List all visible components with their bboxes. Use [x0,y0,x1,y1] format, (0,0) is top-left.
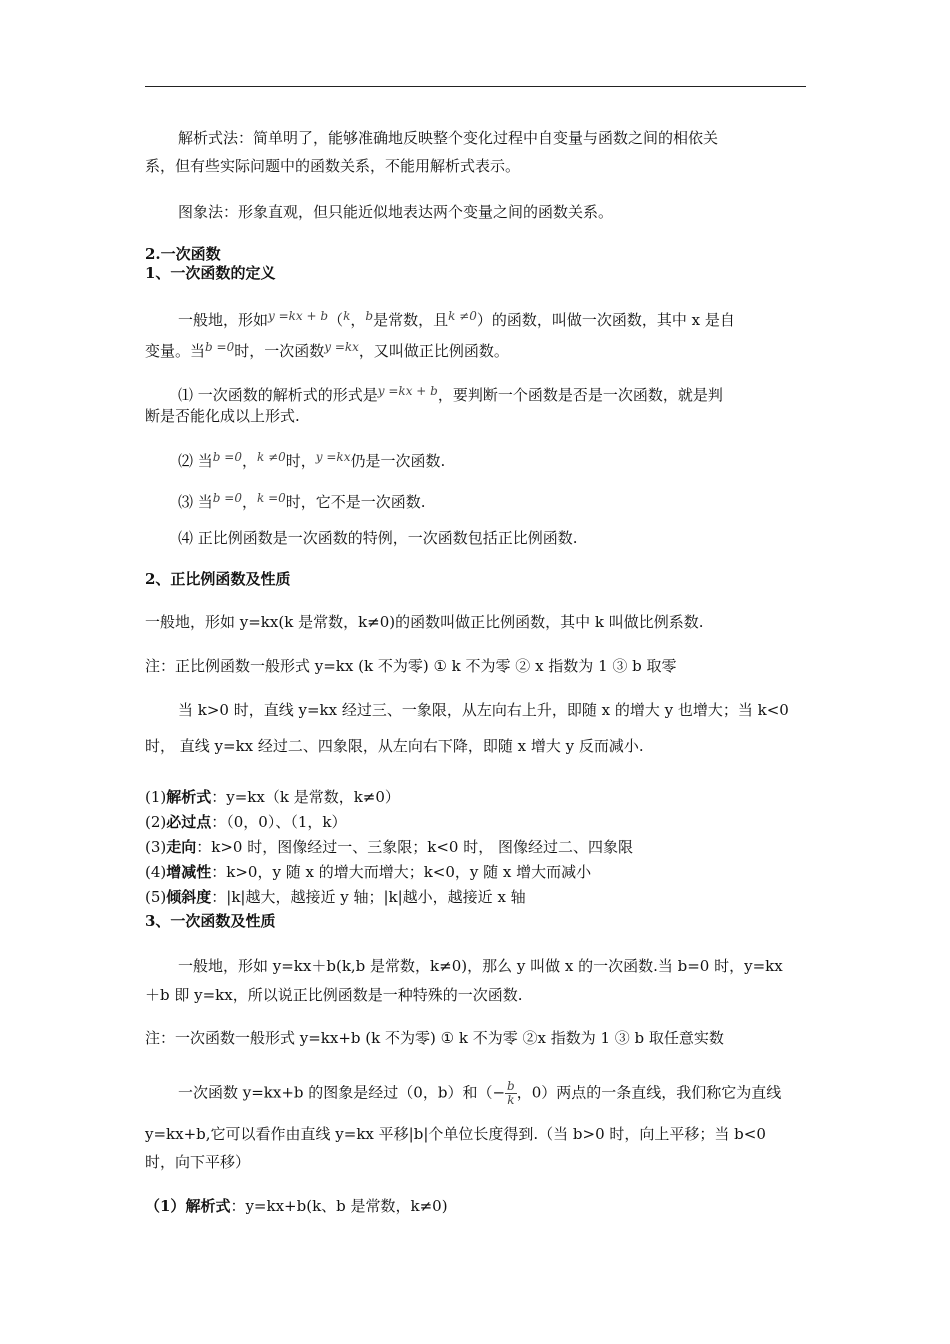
linear-graph-description: 一次函数 y=kx+b 的图象是经过（0，b）和（− $\frac{b}{k}$ ，0）两点的一条直线，我们称它为直线 [178,1079,782,1107]
header-rule [145,86,806,87]
linear-definition-cont: ＋b 即 y=kx，所以说正比例函数是一种特殊的一次函数. [145,986,523,1004]
subsection-heading-proportional: 2、正比例函数及性质 [145,570,291,588]
property-item: (2)必过点：（0，0）、（1，k） [145,813,347,831]
formula: b [365,309,374,323]
formula: b =0 [212,450,242,464]
formula: k =0 [256,491,286,505]
section-heading: 2.一次函数 [145,245,221,263]
paragraph-analytic-method: 解析式法：简单明了，能够准确地反映整个变化过程中自变量与函数之间的相依关 [178,129,719,147]
note-1: ⑴ 一次函数的解析式的形式是$^{y =kx + b}$，要判断一个函数是否是一次函数，就是判 [178,384,723,404]
proportional-description: 当 k>0 时，直线 y=kx 经过三、一象限，从左向右上升，即随 x 的增大 y 也增大；当 k<0 [178,701,789,719]
definition-line-1: 一般地，形如$^{y =kx + b}$（$^k$，$^b$是常数，且$^{k \ne 0}$）的函数，叫做一次函数，其中 x 是自 [178,309,735,329]
formula: y =kx + b [268,309,329,323]
formula: y =kx [315,450,351,464]
subsection-heading-linear: 3、一次函数及性质 [145,912,276,930]
formula: k ≠0 [448,309,477,323]
linear-definition: 一般地，形如 y=kx＋b(k,b 是常数，k≠0)，那么 y 叫做 x 的一次函数.当 b=0 时，y=kx [178,957,783,975]
note-2: ⑵ 当$^{b =0}$，$^{k \ne 0}$时，$^{y =kx}$仍是一次函数. [178,450,446,470]
formula: b =0 [205,340,235,354]
paragraph-graph-method: 图象法：形象直观，但只能近似地表达两个变量之间的函数关系。 [178,203,614,221]
fraction-b-over-k: $\frac{b}{k}$ [507,1079,515,1107]
proportional-definition: 一般地，形如 y=kx(k 是常数，k≠0)的函数叫做正比例函数，其中 k 叫做比例系数. [145,613,704,631]
proportional-note: 注：正比例函数一般形式 y=kx (k 不为零) ① k 不为零 ② x 指数为 1 ③ b 取零 [145,657,677,675]
definition-line-2: 变量。当$^{b =0}$时，一次函数$^{y =kx}$，又叫做正比例函数。 [145,340,509,360]
linear-note: 注：一次函数一般形式 y=kx+b (k 不为零) ① k 不为零 ②x 指数为 1 ③ b 取任意实数 [145,1029,724,1047]
subsection-heading-definition: 1、一次函数的定义 [145,264,276,282]
property-item: (4)增减性：k>0，y 随 x 的增大而增大；k<0，y 随 x 增大而减小 [145,863,592,881]
note-1-cont: 断是否能化成以上形式. [145,407,300,425]
formula: k [343,309,351,323]
note-4: ⑷ 正比例函数是一次函数的特例，一次函数包括正比例函数. [178,529,578,547]
property-item: (3)走向：k>0 时，图像经过一、三象限；k<0 时， 图像经过二、四象限 [145,838,633,856]
linear-property-item: （1）解析式：y=kx+b(k、b 是常数，k≠0) [145,1197,448,1215]
linear-graph-description-cont: y=kx+b,它可以看作由直线 y=kx 平移|b|个单位长度得到.（当 b>0 时，向上平移；当 b<0 [145,1125,766,1143]
paragraph-analytic-method-cont: 系，但有些实际问题中的函数关系，不能用解析式表示。 [145,157,521,175]
formula: b =0 [212,491,242,505]
formula: y =kx + b [377,384,438,398]
note-3: ⑶ 当$^{b =0}$，$^{k =0}$时，它不是一次函数. [178,491,426,511]
formula: k ≠0 [256,450,286,464]
proportional-description-cont: 时， 直线 y=kx 经过二、四象限，从左向右下降，即随 x 增大 y 反而减小. [145,737,644,755]
linear-graph-description-end: 时，向下平移） [145,1153,251,1171]
property-item: (5)倾斜度：|k|越大，越接近 y 轴；|k|越小，越接近 x 轴 [145,888,526,906]
property-item: (1)解析式：y=kx（k 是常数，k≠0） [145,788,400,806]
formula: y =kx [324,340,359,354]
